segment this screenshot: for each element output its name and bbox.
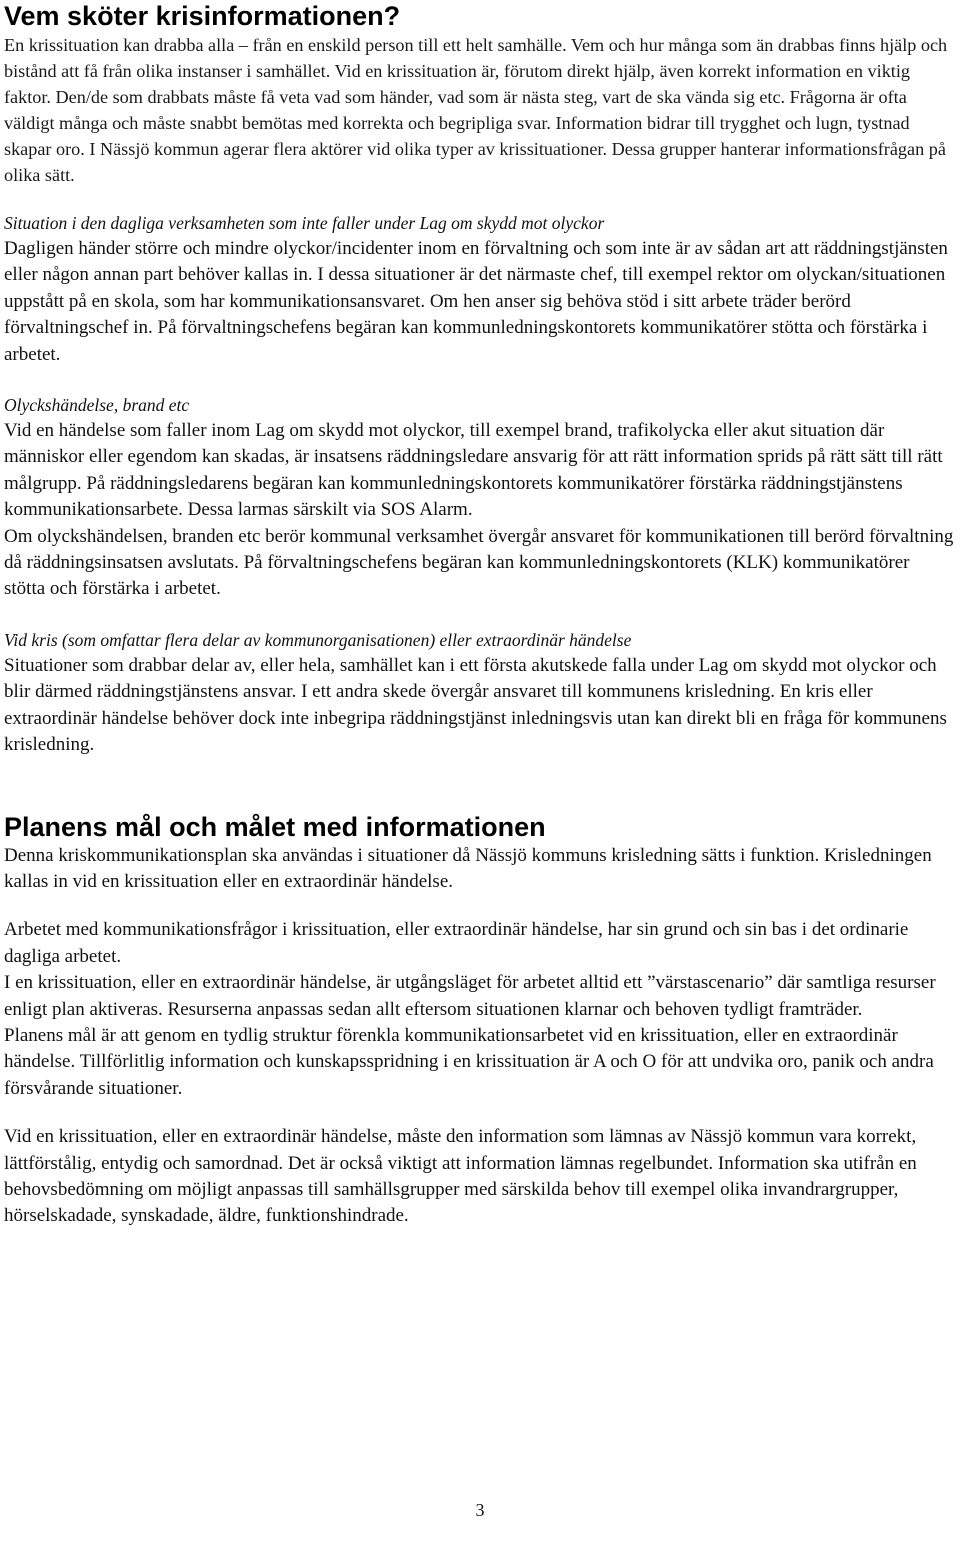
document-page xyxy=(4,0,954,1230)
spacer xyxy=(4,603,954,627)
subheading-accident: Olyckshändelse, brand etc xyxy=(4,395,190,416)
section-heading: Planens mål och målet med informationen xyxy=(4,811,546,842)
paragraph-accident-2: Om olyckshändelsen, branden etc berör kommunal verksamhet övergår ansvaret för kommunikationen till berörd förvaltning då räddningsinsatsen avslutats. På förvaltningschefens begäran kan kommunledningskontorets (KLK) kommunikatörer stötta och förstärka i arbetet. xyxy=(4,525,954,600)
paragraph-plan-4: Planens mål är att genom en tydlig struktur förenkla kommunikationsarbetet vid en krissituation, eller en extraordinär händelse. Tillförlitlig information och kunskapsspridning i en krissituation är A och O för att undvika oro, panik och andra försvårande situationer. xyxy=(4,1024,934,1099)
paragraph-plan-1: Denna kriskommunikationsplan ska användas i situationer då Nässjö kommuns krisledning sätts i funktion. Krisledningen kallas in vid en krissituation eller en extraordinär händelse. xyxy=(4,844,932,892)
paragraph-accident-1: Vid en händelse som faller inom Lag om skydd mot olyckor, till exempel brand, trafikolycka eller akut situation där människor eller egendom kan skadas, är insatsens räddningsledare ansvarig för att rätt information sprids på rätt sätt till rätt målgrupp. På räddningsledarens begäran kan kommunledningskontorets kommunikatörer förstärka räddningstjänstens kommunikationsarbete. Dessa larmas särskilt via SOS Alarm. xyxy=(4,420,943,521)
page-number: 3 xyxy=(475,1500,485,1520)
paragraph-plan-5: Vid en krissituation, eller en extraordinär händelse, måste den information som lämnas av Nässjö kommun vara korrekt, lättförstålig, entydig och samordnad. Det är också viktigt att information lämnas regelbundet. Information ska utifrån en behovsbedömning om möjligt anpassas till samhällsgrupper med särskilda behov till exempel olika invandrargrupper, hörselskadade, synskadade, äldre, funktionshindrade. xyxy=(4,1126,917,1227)
paragraph-plan-2: Arbetet med kommunikationsfrågor i krissituation, eller extraordinär händelse, har sin grund och sin bas i det ordinarie dagliga arbetet. xyxy=(4,919,909,967)
paragraph-plan-3: I en krissituation, eller en extraordinär händelse, är utgångsläget för arbetet alltid ett ”värstascenario” där samtliga resurser enligt plan aktiveras. Resurserna anpassas sedan allt eftersom situationen klarnar och behoven tydligt framträder. xyxy=(4,972,936,1020)
spacer xyxy=(4,895,954,917)
paragraph-crisis: Situationer som drabbar delar av, eller hela, samhället kan i ett första akutskede falla under Lag om skydd mot olyckor och blir därmed räddningstjänstens ansvar. I ett andra skede övergår ansvaret till kommunens krisledning. En kris eller extraordinär händelse behöver dock inte inbegripa räddningstjänst inledningsvis utan kan direkt bli en fråga för kommunens krisledning. xyxy=(4,654,947,756)
section-heading: Vem sköter krisinformationen? xyxy=(4,1,401,31)
spacer xyxy=(4,188,954,210)
subheading-daily-operations: Situation i den dagliga verksamheten som inte faller under Lag om skydd mot olyckor xyxy=(4,213,605,233)
intro-paragraph: En krissituation kan drabba alla – från en enskild person till ett helt samhälle. Vem och hur många som än drabbas finns hjälp och bistånd att få från olika instanser i samhället. Vid en krissituation är, förutom direkt hjälp, även korrekt information en viktig faktor. Den/de som drabbats måste få veta vad som händer, vad som är nästa steg, vart de ska vända sig etc. Frågorna är ofta väldigt många och måste snabbt bemötas med korrekta och begripliga svar. Information bidrar till trygghet och lugn, tystnad skapar oro. I Nässjö kommun agerar flera aktörer vid olika typer av krissituationer. Dessa grupper hanterar informationsfrågan på olika sätt. xyxy=(4,35,948,185)
spacer xyxy=(4,759,954,811)
paragraph-daily-operations: Dagligen händer större och mindre olyckor/incidenter inom en förvaltning och som inte är av sådan art att räddningstjänsten eller någon annan part behöver kallas in. I dessa situationer är det närmaste chef, till exempel rektor om olyckan/situationen uppstått på en skola, som har kommunikationsansvaret. Om hen anser sig behöva stöd i sitt arbete träder berörd förvaltningschef in. På förvaltningschefens begäran kan kommunledningskontorets kommunikatörer stötta och förstärka i arbetet. xyxy=(4,238,948,365)
subheading-crisis: Vid kris (som omfattar flera delar av kommunorganisationen) eller extraordinär händelse xyxy=(4,629,632,650)
spacer xyxy=(4,368,954,392)
spacer xyxy=(4,1102,954,1124)
